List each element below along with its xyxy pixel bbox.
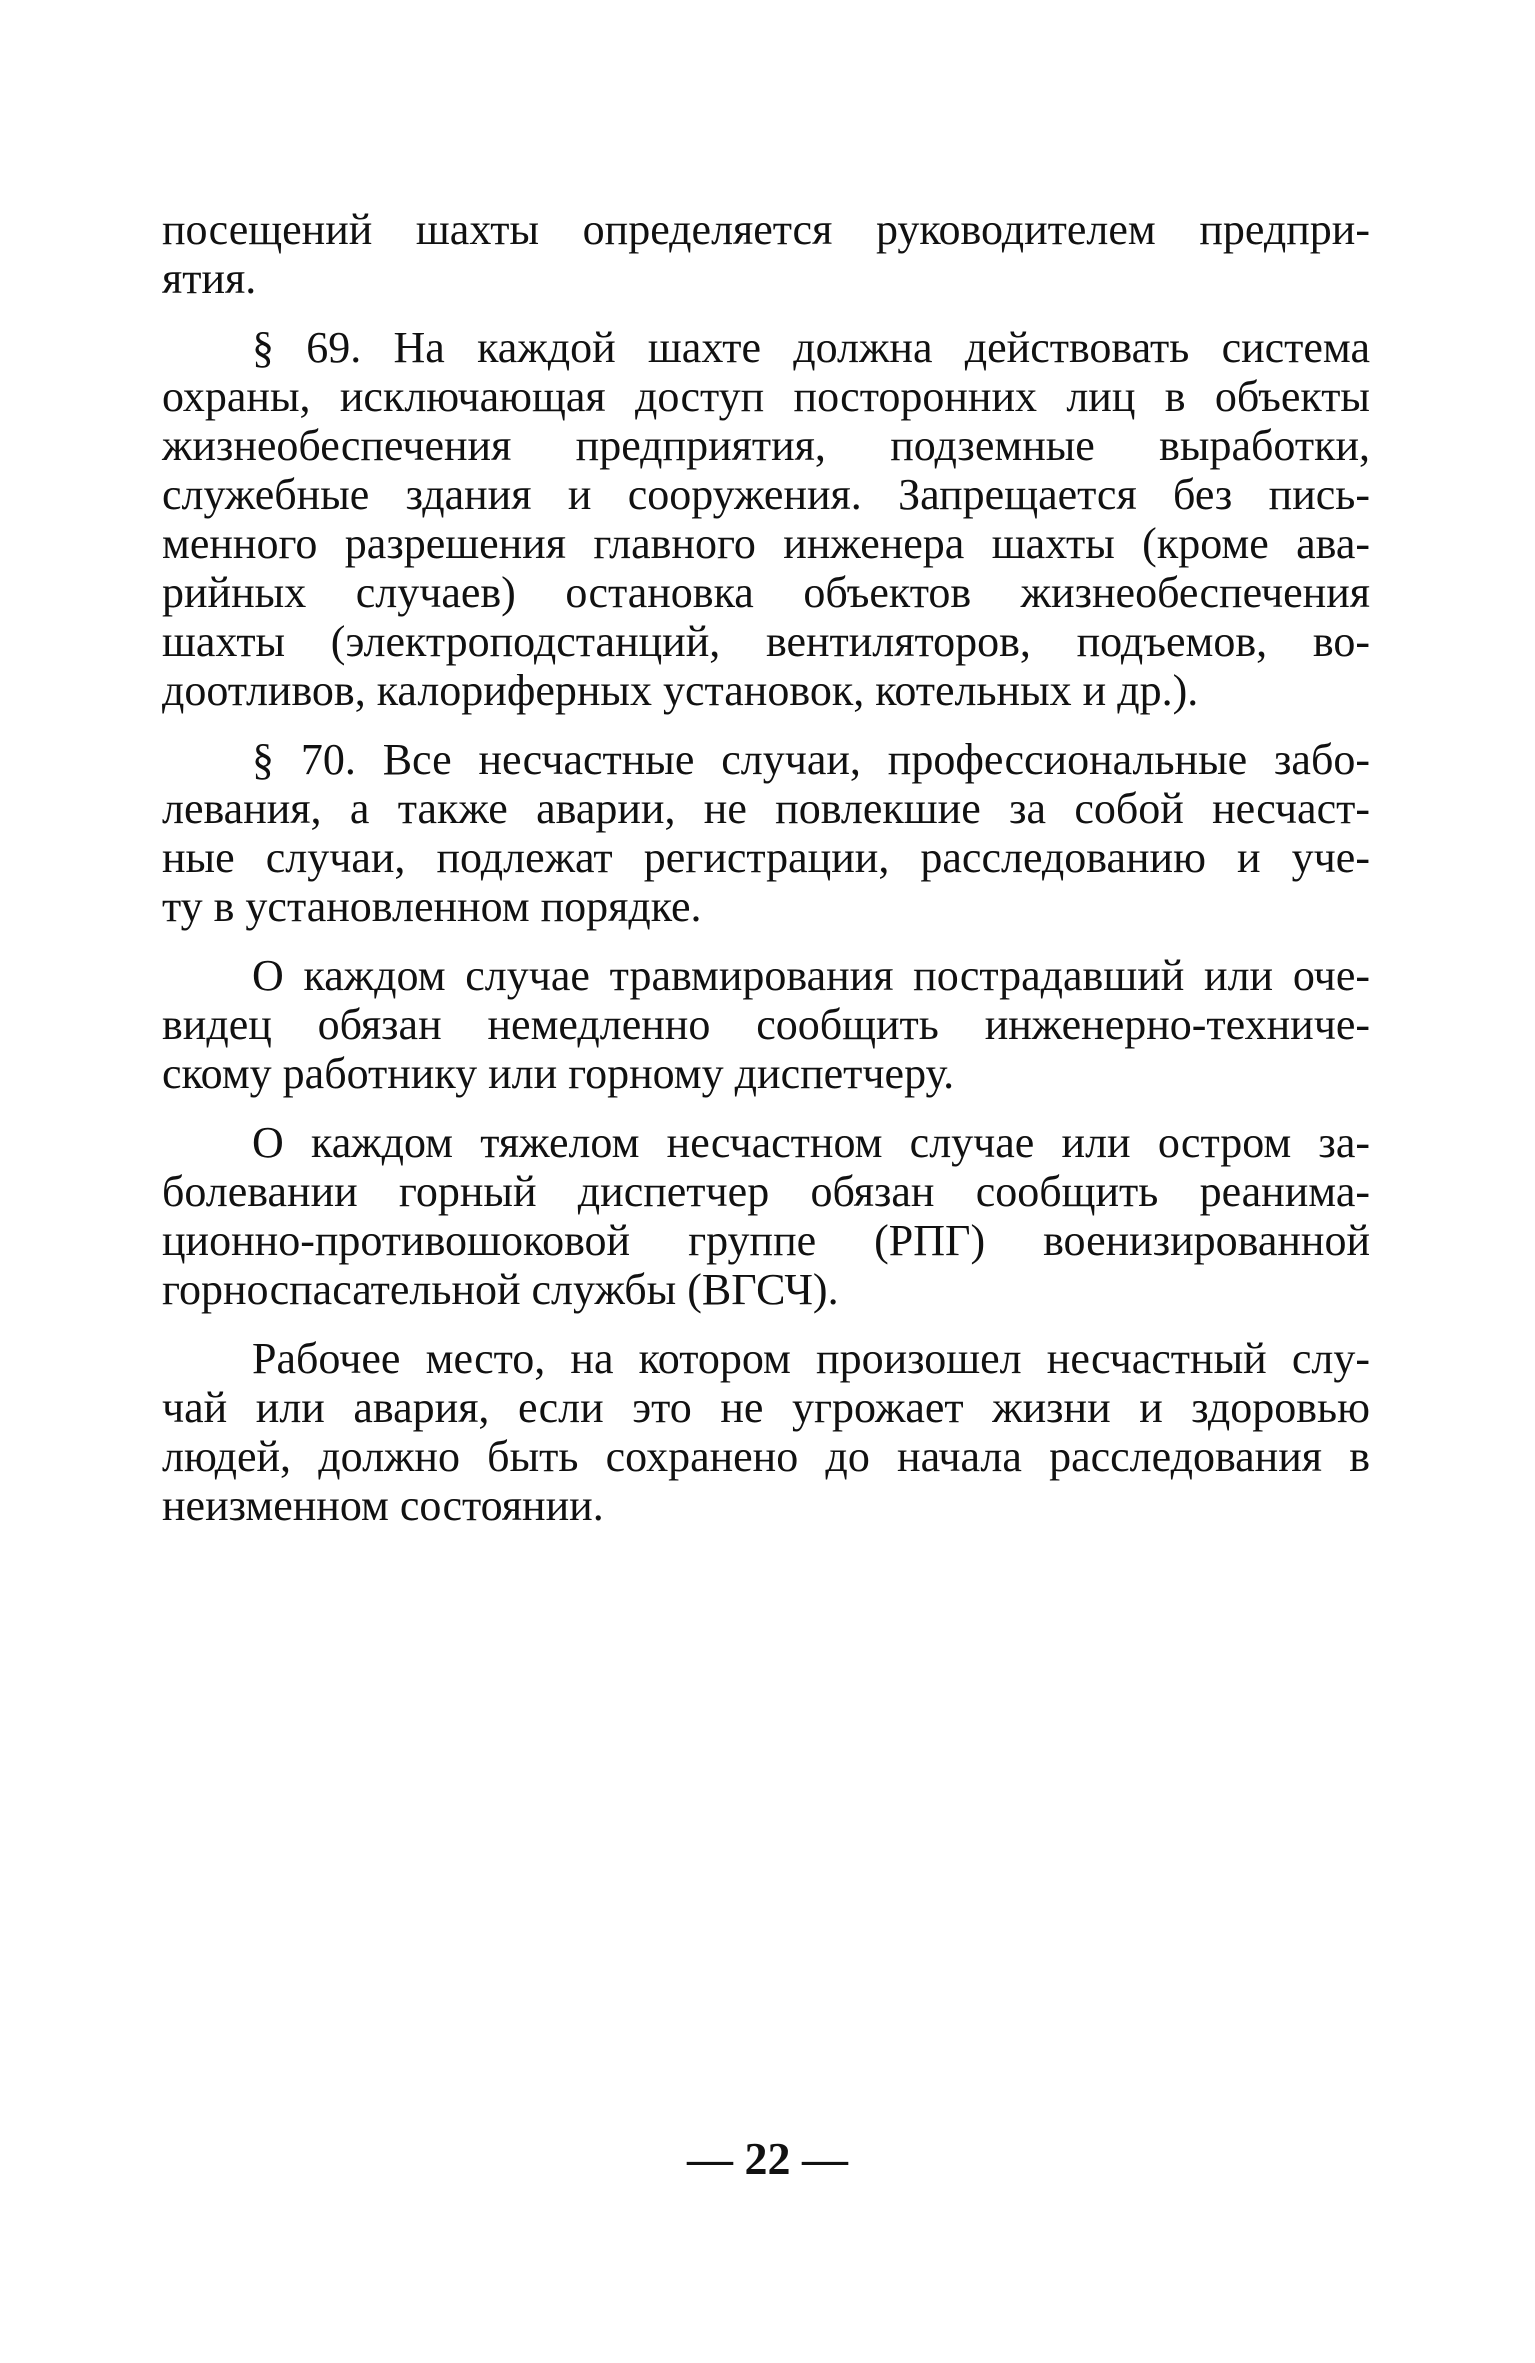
text-line: ятия. [162,254,257,303]
text-line: § 70. Все несчастные случаи, профессиональные забо- [252,735,1370,784]
text-line: ционно-противошоковой группе (РПГ) военизированной [162,1216,1370,1265]
text-line: ные случаи, подлежат регистрации, расследованию и уче- [162,833,1370,882]
document-page [162,205,1370,1530]
text-line: людей, должно быть сохранено до начала расследования в [162,1432,1370,1481]
paragraph-69 [162,323,1370,715]
paragraph-injury-report [162,951,1370,1098]
text-line: ту в установленном порядке. [162,882,702,931]
text-line: жизнеобеспечения предприятия, подземные выработки, [162,421,1370,470]
paragraph-continuation [162,205,1370,303]
text-line: посещений шахты определяется руководителем предпри- [162,205,1370,254]
text-line: доотливов, калориферных установок, котельных и др.). [162,666,1199,715]
text-line: видец обязан немедленно сообщить инженерно-техниче- [162,1000,1370,1049]
text-line: служебные здания и сооружения. Запрещается без пись- [162,470,1370,519]
page-number: — 22 — [687,2133,848,2184]
text-line: шахты (электроподстанций, вентиляторов, подъемов, во- [162,617,1370,666]
paragraph-workplace [162,1334,1370,1530]
text-line: О каждом тяжелом несчастном случае или остром за- [252,1118,1370,1167]
paragraph-severe-case [162,1118,1370,1314]
text-line: менного разрешения главного инженера шахты (кроме ава- [162,519,1370,568]
text-line: Рабочее место, на котором произошел несчастный слу- [252,1334,1370,1383]
text-line: § 69. На каждой шахте должна действовать система [252,323,1370,372]
text-line: О каждом случае травмирования пострадавший или оче- [252,951,1370,1000]
text-line: скому работнику или горному диспетчеру. [162,1049,955,1098]
text-line: левания, а также аварии, не повлекшие за собой несчаст- [162,784,1370,833]
text-line: неизменном состоянии. [162,1481,604,1530]
text-line: охраны, исключающая доступ посторонних лиц в объекты [162,372,1370,421]
text-line: болевании горный диспетчер обязан сообщить реанима- [162,1167,1370,1216]
text-line: горноспасательной службы (ВГСЧ). [162,1265,839,1314]
text-line: рийных случаев) остановка объектов жизнеобеспечения [162,568,1370,617]
paragraph-70 [162,735,1370,931]
text-line: чай или авария, если это не угрожает жизни и здоровью [162,1383,1370,1432]
